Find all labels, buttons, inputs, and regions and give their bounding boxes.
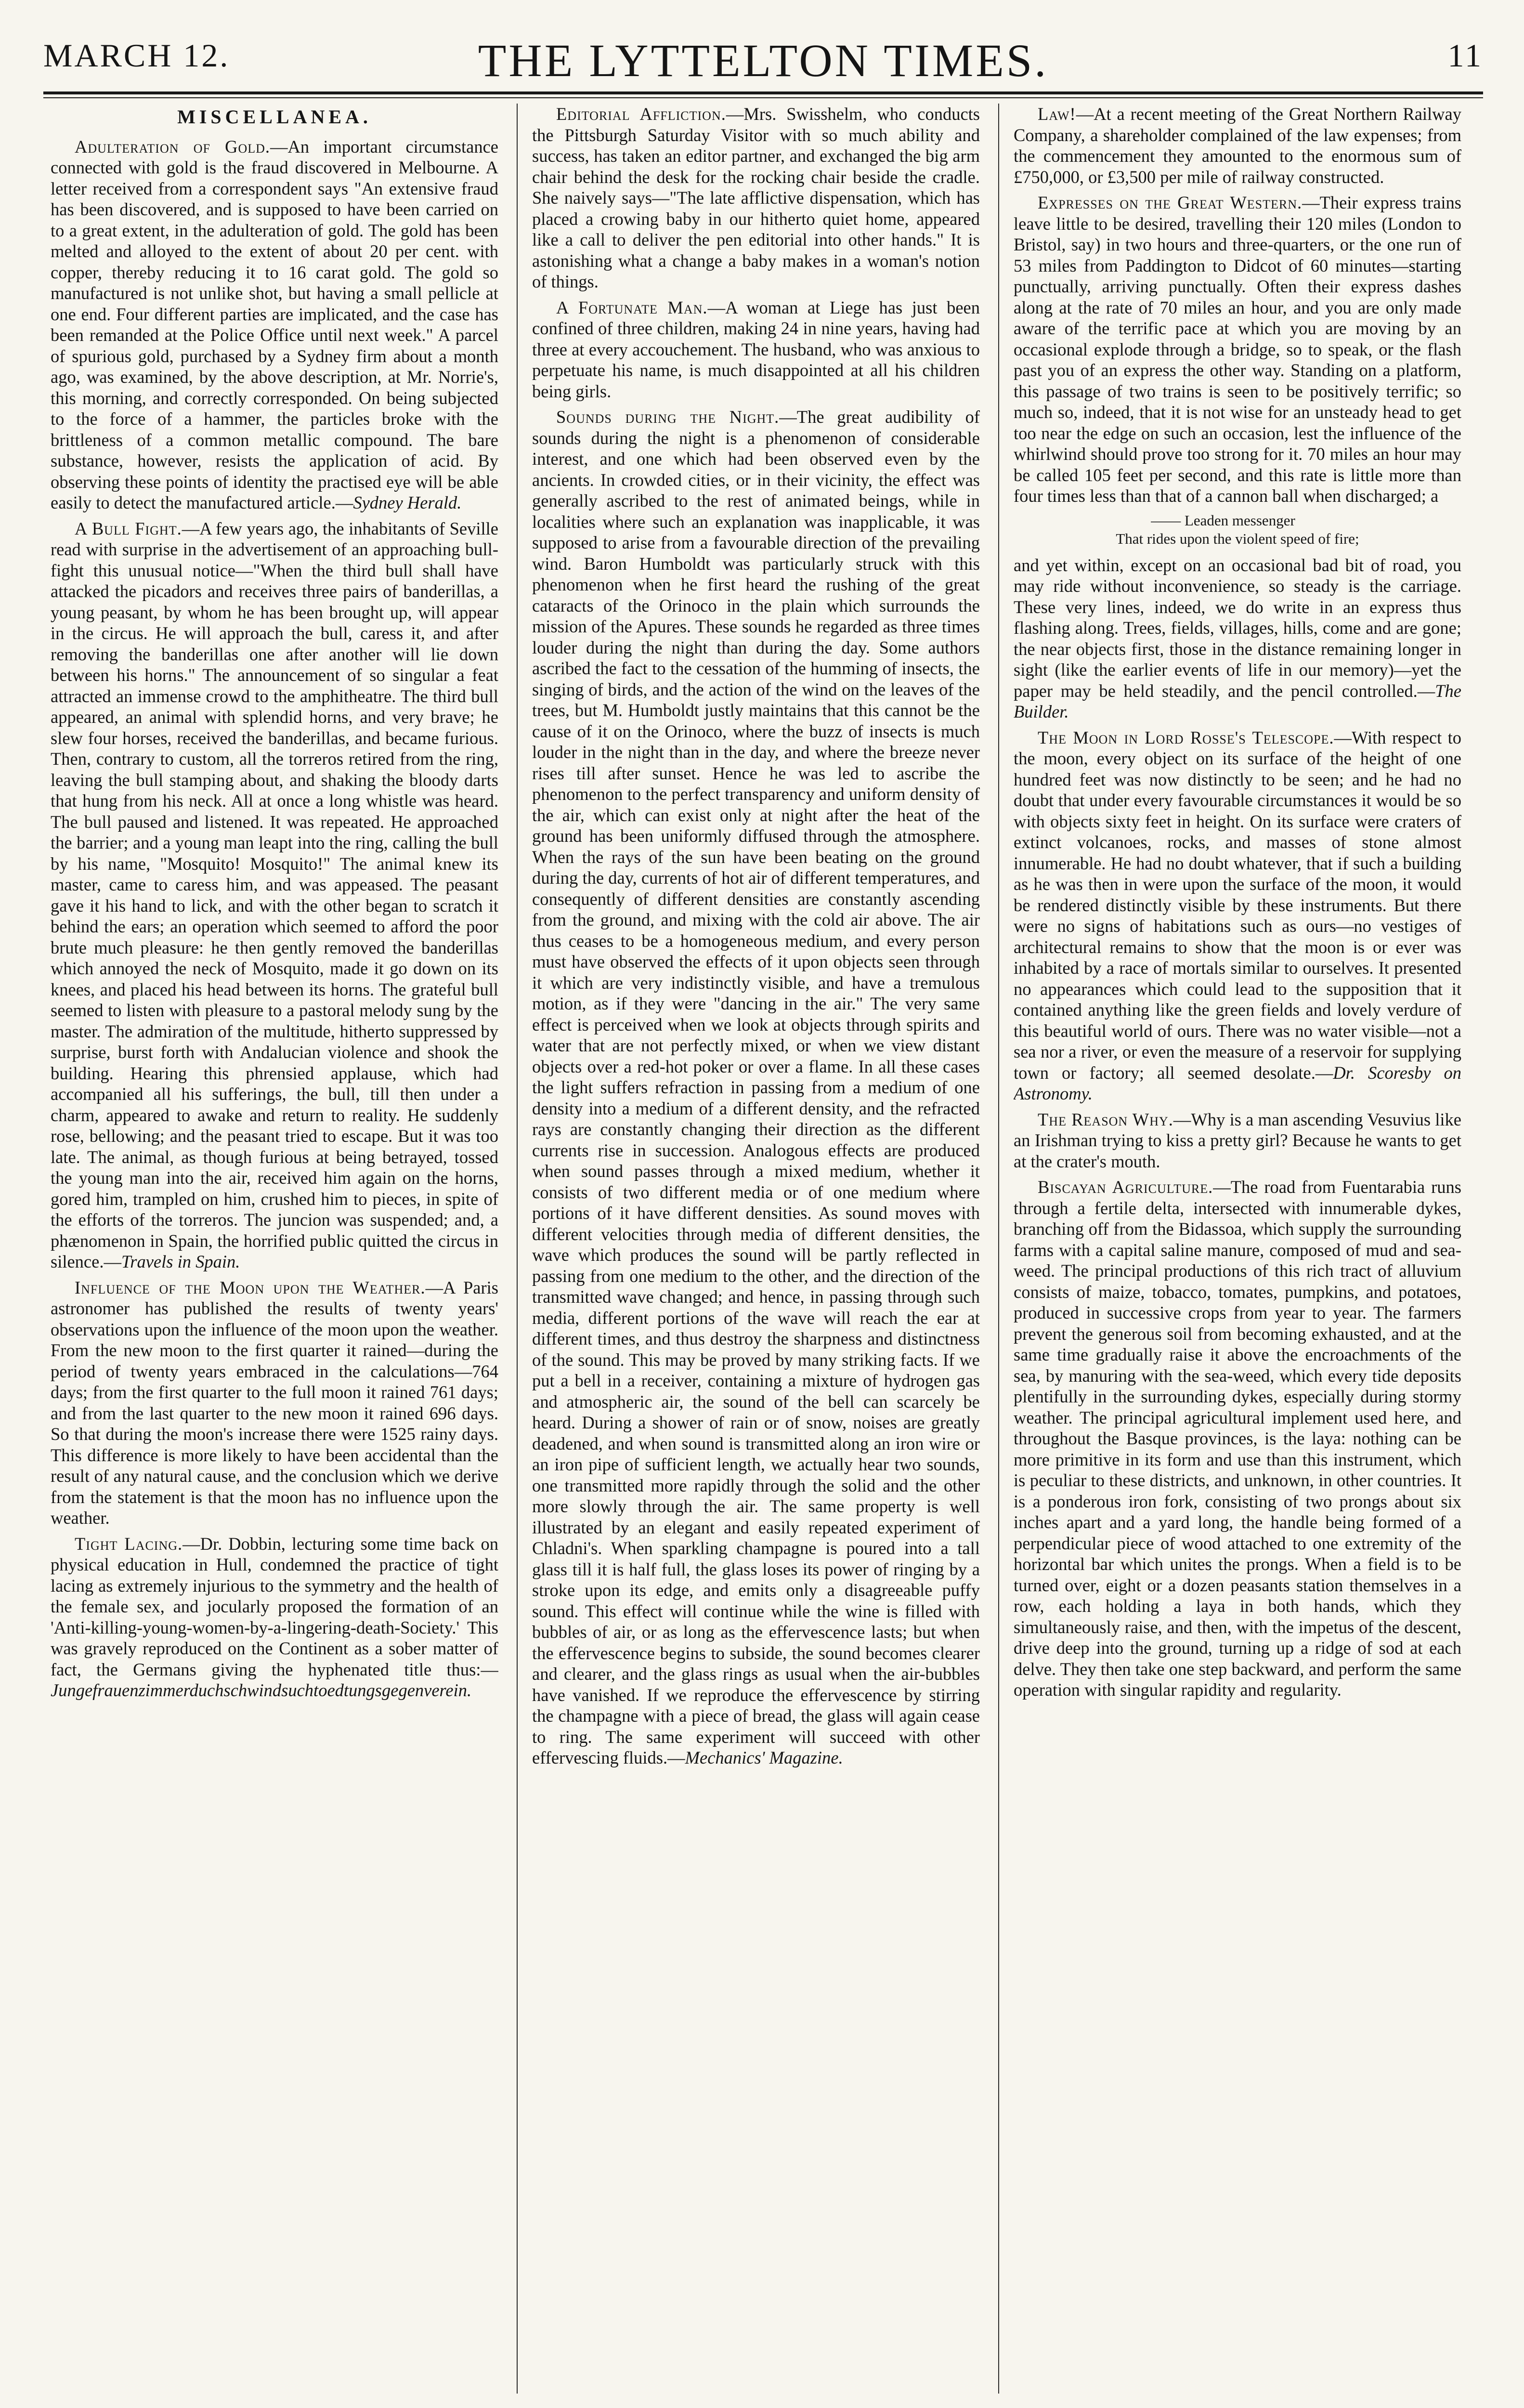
article-heading: The Moon in Lord Rosse's Telescope.	[1038, 727, 1334, 747]
article-source: The Builder.	[1014, 681, 1461, 721]
newspaper-title: THE LYTTELTON TIMES.	[478, 35, 1049, 86]
article-source: Sydney Herald.	[353, 493, 462, 512]
article-body: —Their express trains leave little to be desired, travelling their 120 miles (London to Bristol, say) in two hours and three-quarters, or the one run of 53 miles from Paddington to Didcot of 60 minutes—starting punctually, arriving punctually. Often their express dashes along at the rate of 70 miles an hour, and you are only made aware of the terrific pace at which you are moving by an occasional explode through a bridge, so to speak, or the flash past you of an express the other way. Standing on a platform, this passage of two trains is seen to be positively terrific; so much so, indeed, that it is not wise for an unsteady head to get too near the edge on such an occasion, lest the influence of the whirlwind should prove too strong for it. 70 miles an hour may be called 105 feet per second, and this rate is little more than four times less than that of a cannon ball when discharged; a	[1014, 193, 1461, 506]
article-bull-fight	[51, 518, 498, 1272]
article-body: —An important circumstance connected with gold is the fraud discovered in Melbourne. A letter received from a correspondent says "An extensive fraud has been discovered, and is supposed to have been carried on to a great extent, in the adulteration of gold. The gold has been melted and alloyed to the extent of about 20 per cent. with copper, thereby reducing it to 16 carat gold. The gold so manufactured is not unlike shot, but having a small pellicle at one end. Four different parties are implicated, and the case has been remanded at the Police Office until next week." A parcel of spurious gold, purchased by a Sydney firm about a month ago, was examined, by the above description, at Mr. Norrie's, this morning, and correctly corresponded. On being subjected to the force of a hammer, the particles broke with the brittleness of a common metallic compound. The bare substance, however, resists the application of acid. By observing these points of identity the practised eye will be able easily to detect the manufactured article.—	[51, 136, 498, 512]
article-body: —Dr. Dobbin, lecturing some time back on physical education in Hull, condemned the practice of tight lacing as extremely injurious to the symmetry and the health of the female sex, and jocularly proposed the formation of an 'Anti-killing-young-women-by-a-lingering-death-Society.' This was gravely reproduced on the Continent as a sober matter of fact, the Germans giving the hyphenated title thus:—	[51, 1533, 498, 1679]
article-heading: Influence of the Moon upon the Weather.	[75, 1277, 426, 1297]
article-body: —Why is a man ascending Vesuvius like an Irishman trying to kiss a pretty girl? Because he wants to get at the crater's mouth.	[1014, 1109, 1461, 1171]
article-body: —The road from Fuentarabia runs through a fertile delta, intersected with innumerable dykes, branching off from the Bidassoa, which supply the surrounding farms with a capital saline manure, composed of mud and sea-weed. The principal productions of this rich tract of alluvium consists of maize, tobacco, tomates, pumpkins, and potatoes, produced in successive crops from year to year. The farmers prevent the generous soil from becoming exhausted, and at the same time gradually raise it above the encroachments of the sea, by manuring with the sea-weed, which every tide deposits plentifully in the surrounding dykes, especially during stormy weather. The principal agricultural implement used here, and throughout the Basque provinces, is the laya: nothing can be more primitive in its form and use than this instrument, which is peculiar to these districts, and unknown, in other countries. It is a ponderous iron fork, consisting of two prongs about six inches apart and a yard long, the handle being formed of a perpendicular piece of wood attached to one extremity of the horizontal bar which unites the prongs. When a field is to be turned over, eight or a dozen peasants station themselves in a row, each holding a laya in both hands, which they simultaneously raise, and then, with the impetus of the descent, drive deep into the ground, turning up a ridge of sod at each delve. They then take one step backward, and perform the same operation with singular rapidity and regularity.	[1014, 1177, 1461, 1700]
page-number: 11	[1447, 37, 1483, 74]
verse-line: —— Leaden messenger	[1151, 511, 1295, 529]
issue-date: MARCH 12.	[43, 37, 230, 74]
article-heading: A Fortunate Man.	[556, 297, 708, 317]
column-divider	[517, 104, 518, 2394]
article-tight-lacing	[51, 1533, 498, 1701]
section-title: MISCELLANEA.	[177, 106, 372, 128]
article-fortunate-man	[532, 297, 980, 402]
article-moon-weather	[51, 1277, 498, 1529]
article-editorial-affliction	[532, 104, 980, 292]
article-biscayan-agriculture	[1014, 1177, 1461, 1701]
article-body: —The great audibility of sounds during the night is a phenomenon of considerable interest, and one which had been observed even by the ancients. In crowded cities, or in their vicinity, the effect was generally ascribed to the rest of animated beings, while in localities where such an explanation was inapplicable, it was supposed to arise from a favourable direction of the prevailing wind. Baron Humboldt was particularly struck with this phenomenon when he first heard the rushing of the great cataracts of the Orinoco in the plain which surrounds the mission of the Apures. These sounds he regarded as three times louder during the night than during the day. Some authors ascribed the fact to the cessation of the humming of insects, the singing of birds, and the action of the wind on the leaves of the trees, but M. Humboldt justly maintains that this cannot be the cause of it on the Orinoco, where the buzz of insects is much louder in the night than in the day, and where the breeze never rises till after sunset. Hence he was led to ascribe the phenomenon to the perfect transparency and uniform density of the air, which can exist only at night after the heat of the ground has been uniformly diffused through the atmosphere. When the rays of the sun have been beating on the ground during the day, currents of hot air of different temperatures, and consequently of different densities are constantly ascending from the ground, and mixing with the cold air above. The air thus ceases to be a homogeneous medium, and every person must have observed the effects of it upon objects seen through it which are very indistinctly visible, and have a tremulous motion, as if they were "dancing in the air." The very same effect is perceived when we look at objects through spirits and water that are not perfectly mixed, or when we view distant objects over a red-hot poker or over a flame. In all these cases the light suffers refraction in passing from a medium of one density into a medium of a different density, and the refracted rays are constantly changing their direction as the different currents rise in succession. Analogous effects are produced when sound passes through a mixed medium, whether it consists of two different media or of one medium where portions of it have different densities. As sound moves with different velocities through media of different densities, the wave which produces the sound will be partly reflected in passing from one medium to the other, and the direction of the transmitted wave changed; and hence, in passing through such media, different portions of the wave will reach the ear at different times, and thus destroy the sharpness and distinctness of the sound. This may be proved by many striking facts. If we put a bell in a receiver, containing a mixture of hydrogen gas and atmospheric air, the sound of the bell can scarcely be heard. During a shower of rain or of snow, noises are greatly deadened, and when sound is transmitted along an iron wire or an iron pipe of sufficient length, we actually hear two sounds, one transmitted more rapidly through the solid and the other more slowly through the air. The same property is well illustrated by an elegant and easily repeated experiment of Chladni's. When sparkling champagne is poured into a tall glass till it is half full, the glass loses its power of ringing by a stroke upon its edge, and emits only a disagreeable puffy sound. This effect will continue while the wine is filled with bubbles of air, or as long as the effervescence lasts; but when the effervescence begins to subside, the sound becomes clearer and clearer, and the glass rings as usual when the air-bubbles have vanished. If we reproduce the effervescence by stirring the champagne with a piece of bread, the glass will again cease to ring. The same experiment will succeed with other effervescing fluids.—	[532, 407, 980, 1767]
article-body: —With respect to the moon, every object on its surface of the height of one hundred feet was now distinctly to be seen; and he had no doubt that under every favourable circumstances it would be so with objects sixty feet in height. On its surface were craters of extinct volcanoes, rocks, and masses of stone almost innumerable. He had no doubt whatever, that if such a building as he was then in were upon the surface of the moon, it would be rendered distinctly visible by these instruments. But there were no signs of habitations such as ours—no vestiges of architectural remains to show that the moon is or ever was inhabited by a race of mortals similar to ourselves. It presented no appearances which could lead to the supposition that it contained anything like the green fields and lovely verdure of this beautiful world of ours. There was no water visible—not a sea nor a river, or even the measure of a reservoir for supplying town or factory; all seemed desolate.—	[1014, 727, 1461, 1083]
column-divider	[998, 104, 999, 2394]
article-heading: Sounds during the Night.	[556, 407, 780, 427]
article-body: —At a recent meeting of the Great Northern Railway Company, a shareholder complained of the law expenses; from the commencement they amounted to the enormous sum of £750,000, or £3,500 per mile of railway constructed.	[1014, 104, 1461, 187]
article-adulteration-of-gold	[51, 136, 498, 513]
article-body: —Mrs. Swisshelm, who conducts the Pittsburgh Saturday Visitor with so much ability and success, has taken an editor partner, and exchanged the big arm chair behind the desk for the rocking chair beside the cradle. She naively says—"The late afflictive dispensation, which has placed a crowing baby in our hitherto quiet home, appeared like a call to deliver the pen editorial into other hands." It is astonishing what a change a baby makes in a woman's notion of things.	[532, 104, 980, 291]
article-body: —A few years ago, the inhabitants of Seville read with surprise in the advertisement of an approaching bull-fight this unusual notice—"When the third bull shall have attacked the picadors and receives three pairs of banderillas, a young peasant, by whom he has been brought up, will appear in the circus. He will approach the bull, caress it, and after removing the banderillas one after another will lie down between his horns." The announcement of so singular a feat attracted an immense crowd to the amphitheatre. The third bull appeared, an animal with splendid horns, and very brave; he slew four horses, received the banderillas, and became furious. Then, contrary to custom, all the torreros retired from the ring, leaving the bull stamping about, and shaking the bloody darts that hung from his neck. All at once a long whistle was heard. The bull paused and listened. It was repeated. He approached the barrier; and a young man leapt into the ring, calling the bull by his name, "Mosquito! Mosquito!" The animal knew its master, came to caress him, and was appeased. The peasant gave it his hand to lick, and with the other began to scratch it behind the ears; an operation which seemed to afford the poor brute much pleasure: he then gently removed the banderillas which annoyed the neck of Mosquito, made it go down on its knees, and placed his head between its horns. The grateful bull seemed to listen with pleasure to a pastoral melody sung by the master. The admiration of the multitude, hitherto suppressed by surprise, burst forth with Andalucian violence and shook the building. Hearing this phrensied applause, which had accompanied all his sufferings, the bull, till then under a charm, appeared to awake and return to reality. He suddenly rose, bellowing; and the peasant tried to escape. But it was too late. The animal, as though furious at being betrayed, tossed the young man into the air, received him again on the horns, gored him, trampled on him, crushed him to pieces, in spite of the efforts of the torreros. The juncion was suspended; and, a phænomenon in Spain, the horrified public quitted the circus in silence.—	[51, 518, 498, 1271]
verse-quote	[1014, 511, 1461, 548]
article-source: Jungefrauenzimmerduchschwindsuchtoedtungsgegenverein.	[51, 1680, 472, 1700]
article-source: Travels in Spain.	[121, 1252, 240, 1271]
article-heading: Expresses on the Great Western.	[1038, 193, 1303, 212]
masthead	[43, 34, 1483, 92]
article-law	[1014, 104, 1461, 187]
article-body: —A Paris astronomer has published the results of twenty years' observations upon the influence of the moon upon the weather. From the new moon to the first quarter it rained—during the period of twenty years embraced in the calculations—764 days; from the first quarter to the full moon it rained 761 days; and from the last quarter to the new moon it rained 696 days. So that during the moon's increase there were 1525 rainy days. This difference is more likely to have been accidental than the result of any natural cause, and the conclusion which we derive from the statement is that the moon has no influence upon the weather.	[51, 1277, 498, 1528]
article-heading: A Bull Fight.	[75, 518, 182, 538]
verse-line: That rides upon the violent speed of fire;	[1116, 530, 1359, 547]
article-body: —A woman at Liege has just been confined of three children, making 24 in nine years, having had three at every accouchement. The husband, who was anxious to perpetuate his name, is much disappointed at all his children being girls.	[532, 297, 980, 401]
article-heading: Adulteration of Gold.	[75, 136, 271, 157]
article-source: Mechanics' Magazine.	[685, 1748, 843, 1767]
column-2	[532, 104, 980, 2401]
article-reason-why	[1014, 1109, 1461, 1172]
article-source: Dr. Scoresby on Astronomy.	[1014, 1062, 1461, 1103]
article-heading: The Reason Why.	[1038, 1109, 1173, 1129]
article-heading: Biscayan Agriculture.	[1038, 1177, 1213, 1197]
article-body: and yet within, except on an occasional bad bit of road, you may ride without inconvenience, so steady is the carriage. These very lines, indeed, we do write in an express thus flashing along. Trees, fields, villages, hills, come and are gone; the near objects first, those in the distance remaining longer in sight (like the earlier events of life in our memory)—yet the paper may be held steadily, and the pencil controlled.—	[1014, 555, 1461, 701]
article-moon-telescope	[1014, 727, 1461, 1104]
article-heading: Law!	[1038, 104, 1076, 124]
article-expresses	[1014, 192, 1461, 507]
article-heading: Editorial Affliction.	[556, 104, 726, 124]
column-1	[51, 104, 498, 2401]
column-3	[1014, 104, 1461, 2401]
article-sounds-night	[532, 406, 980, 1768]
masthead-rule-thin	[43, 97, 1483, 98]
masthead-rule	[43, 92, 1483, 94]
article-expresses-continuation	[1014, 555, 1461, 722]
article-heading: Tight Lacing.	[75, 1533, 183, 1554]
